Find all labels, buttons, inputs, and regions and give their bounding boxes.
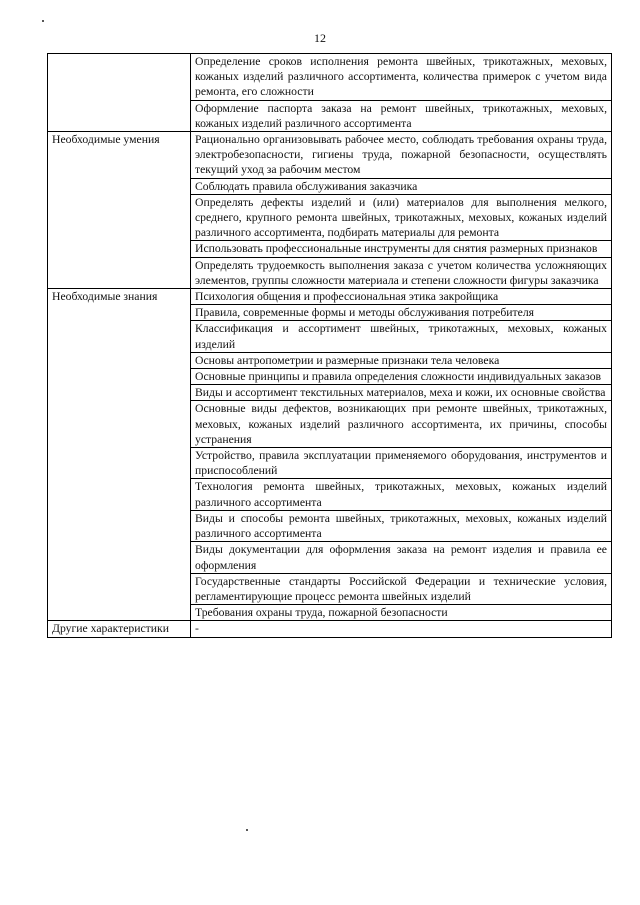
row-item-text: Рационально организовывать рабочее место, соблюдать требования охраны труда, электробезопасности, гигиены труда, пожарной безопасности, осуществлять текущий уход за рабочим местом	[191, 132, 612, 179]
characteristics-table-body	[48, 54, 612, 638]
row-group-label: Необходимые знания	[48, 289, 191, 621]
row-item-text: -	[191, 621, 612, 637]
row-item-text: Основные виды дефектов, возникающих при ремонте швейных, трикотажных, меховых, кожаных изделий различного ассортимента, их причины, способы устранения	[191, 401, 612, 448]
row-item-text: Государственные стандарты Российской Федерации и технические условия, регламентирующие процесс ремонта швейных изделий	[191, 573, 612, 604]
row-item-text: Виды и способы ремонта швейных, трикотажных, меховых, кожаных изделий различного ассортимента	[191, 510, 612, 541]
row-group-label	[48, 54, 191, 132]
row-item-text: Виды документации для оформления заказа на ремонт изделия и правила ее оформления	[191, 542, 612, 573]
table-row	[48, 289, 612, 305]
row-item-text: Основы антропометрии и размерные признаки тела человека	[191, 352, 612, 368]
scan-speck	[246, 829, 248, 831]
scan-speck	[42, 20, 44, 22]
row-group-label: Необходимые умения	[48, 132, 191, 289]
row-item-text: Оформление паспорта заказа на ремонт швейных, трикотажных, меховых, кожаных изделий различного ассортимента	[191, 100, 612, 131]
row-item-text: Определение сроков исполнения ремонта швейных, трикотажных, меховых, кожаных изделий различного ассортимента, количества примерок с учетом вида ремонта, его сложности	[191, 54, 612, 101]
row-item-text: Виды и ассортимент текстильных материалов, меха и кожи, их основные свойства	[191, 385, 612, 401]
row-item-text: Технология ремонта швейных, трикотажных, меховых, кожаных изделий различного ассортимента	[191, 479, 612, 510]
row-item-text: Требования охраны труда, пожарной безопасности	[191, 605, 612, 621]
row-item-text: Устройство, правила эксплуатации применяемого оборудования, инструментов и приспособлений	[191, 448, 612, 479]
row-item-text: Психология общения и профессиональная этика закройщика	[191, 289, 612, 305]
row-group-label: Другие характеристики	[48, 621, 191, 637]
row-item-text: Классификация и ассортимент швейных, трикотажных, меховых, кожаных изделий	[191, 321, 612, 352]
table-row	[48, 621, 612, 637]
row-item-text: Определять трудоемкость выполнения заказа с учетом количества усложняющих элементов, группы сложности материала и степени сложности фигуры заказчика	[191, 257, 612, 288]
row-item-text: Основные принципы и правила определения сложности индивидуальных заказов	[191, 369, 612, 385]
row-item-text: Правила, современные формы и методы обслуживания потребителя	[191, 305, 612, 321]
page-number: 12	[314, 31, 326, 45]
characteristics-table	[47, 53, 612, 638]
row-item-text: Определять дефекты изделий и (или) материалов для выполнения мелкого, среднего, крупного ремонта швейных, трикотажных, меховых, кожаных изделий различного ассортимента, подбирать материалы для ремонта	[191, 194, 612, 241]
table-row	[48, 132, 612, 179]
row-item-text: Использовать профессиональные инструменты для снятия размерных признаков	[191, 241, 612, 257]
table-row	[48, 54, 612, 101]
row-item-text: Соблюдать правила обслуживания заказчика	[191, 178, 612, 194]
